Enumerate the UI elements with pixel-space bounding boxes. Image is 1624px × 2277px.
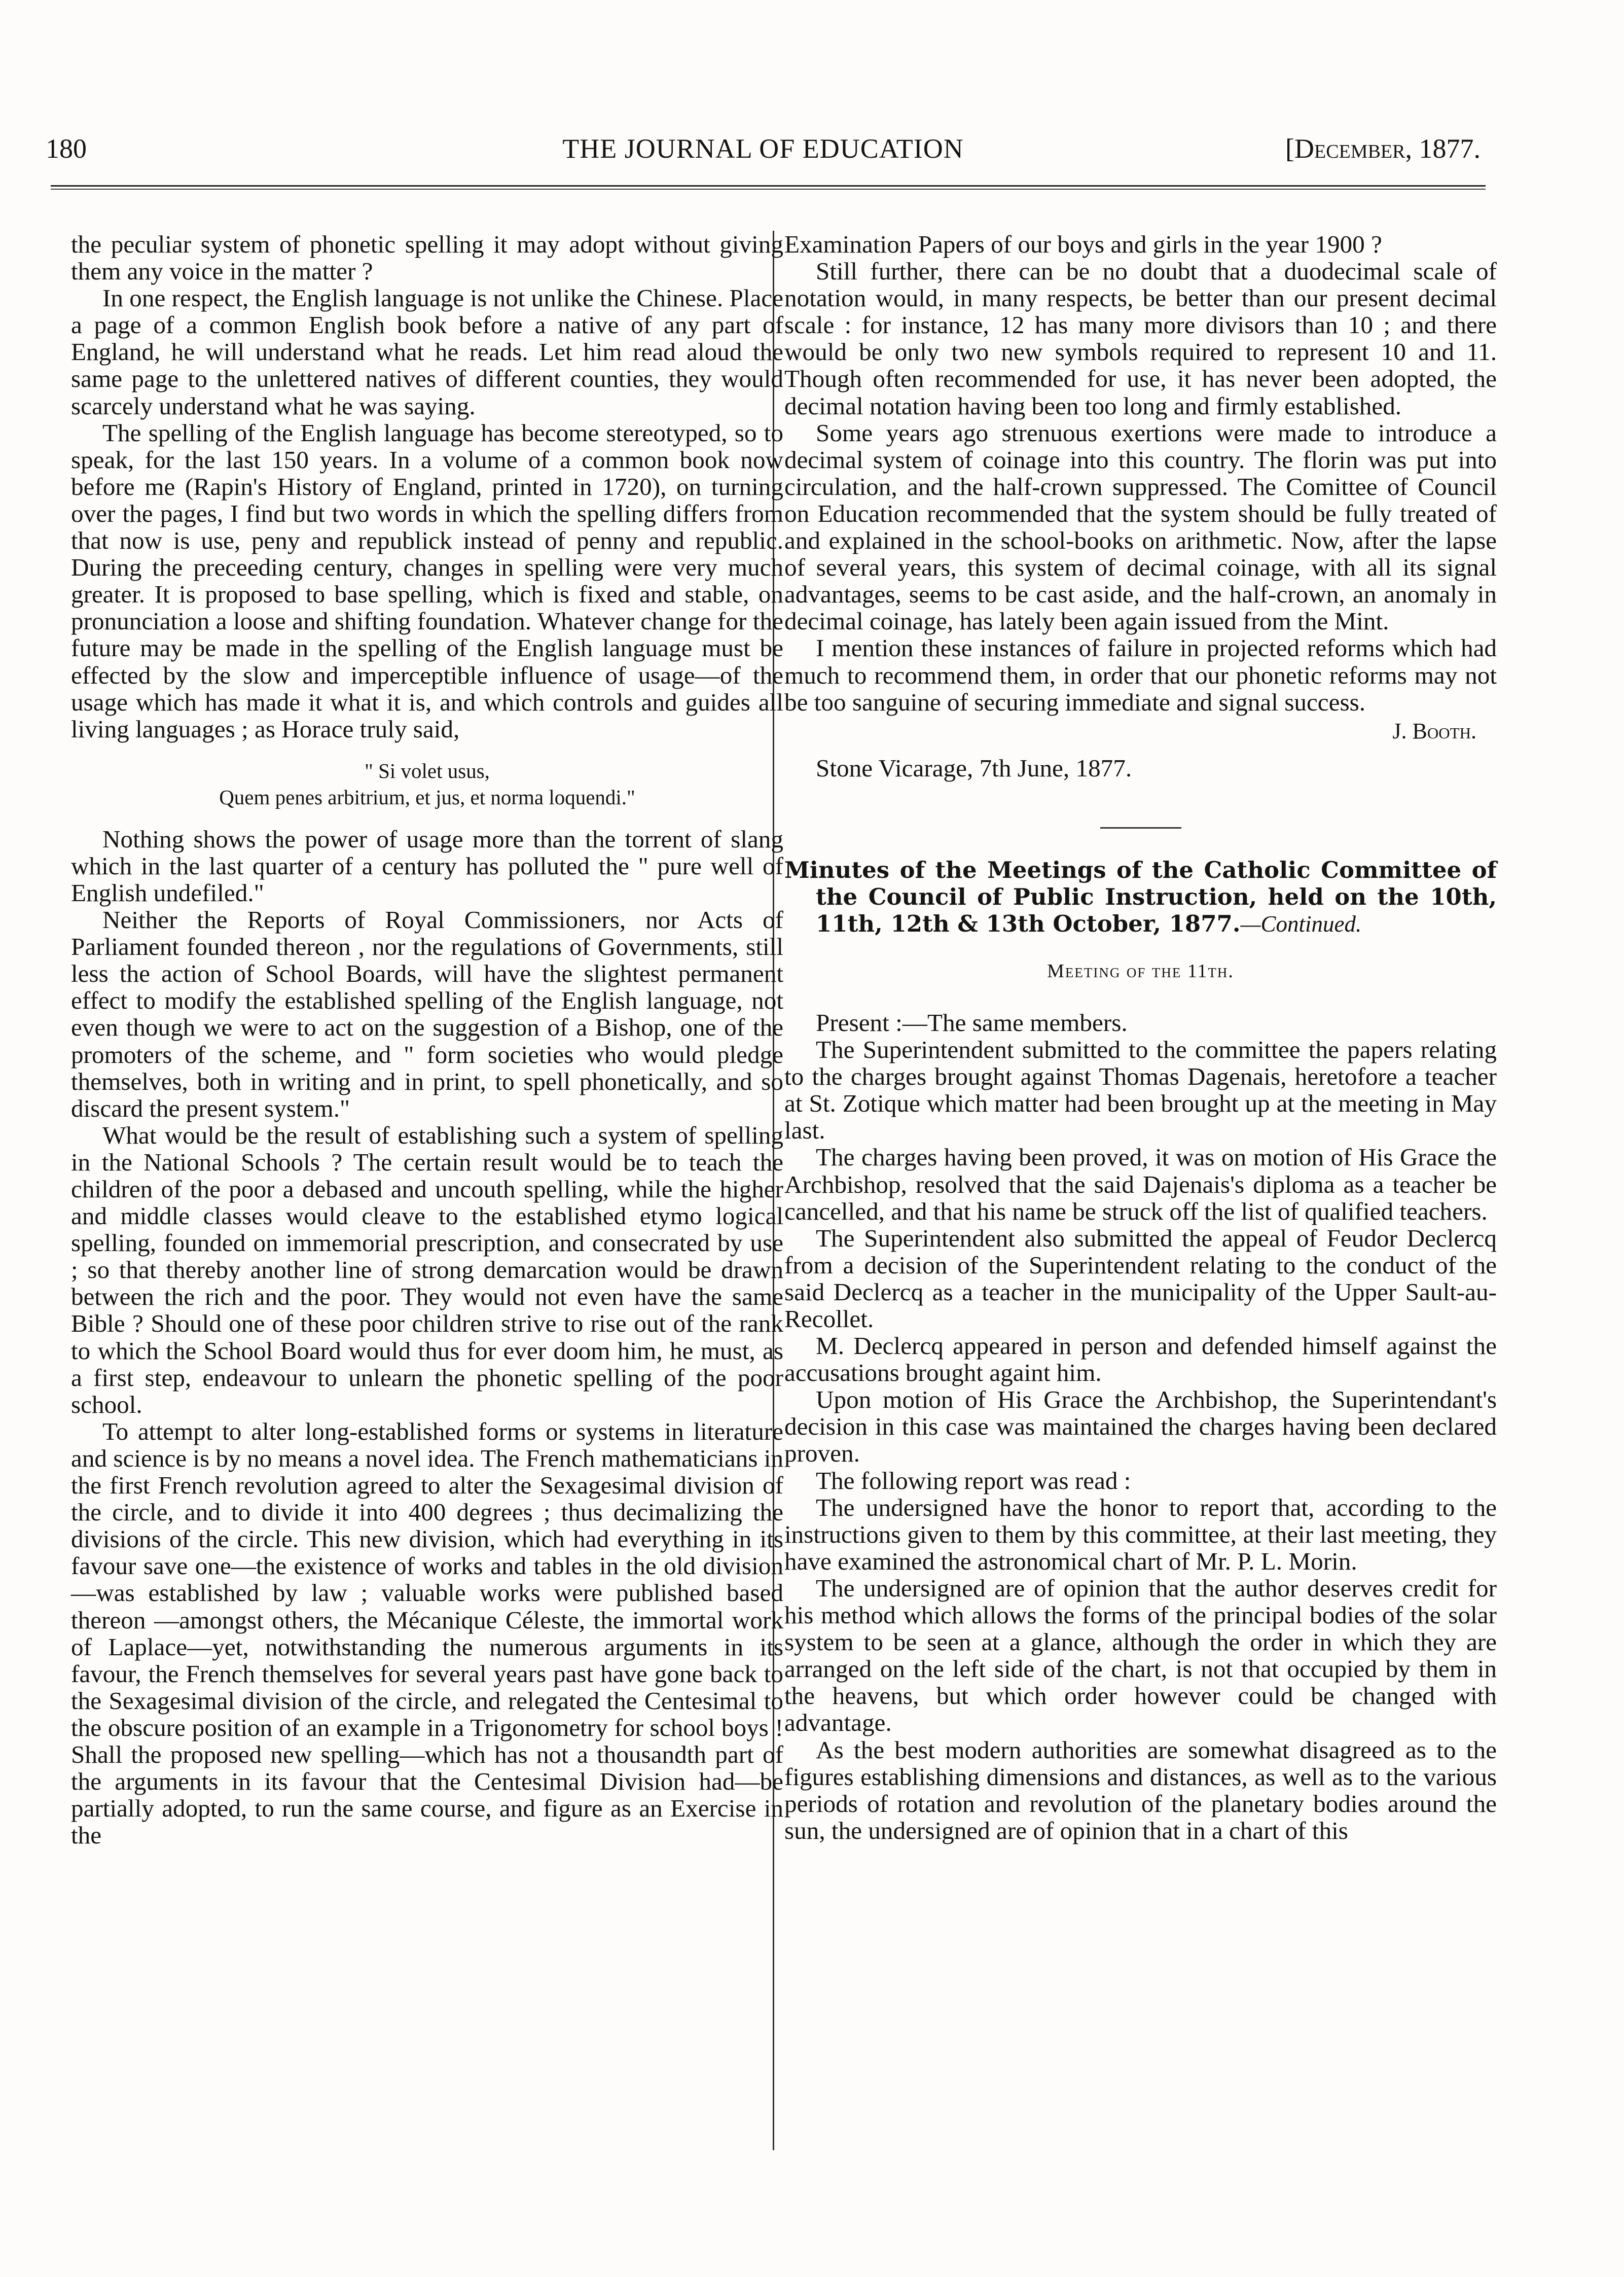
minutes-paragraph: As the best modern authorities are somewhat disagreed as to the figures establishing dimensions and distances, as well as to the various periods of rotation and revolution of the planetary bodies around the sun, the undersigned are of opinion that in a chart of this bbox=[784, 1735, 1497, 1844]
minutes-paragraph: The undersigned are of opinion that the author deserves credit for his method which allows the forms of the principal bodies of the solar system to be seen at a glance, although the order in which they are arranged on the left side of the chart, is not that occupied by them in the heavens, but which order however could be changed with advantage. bbox=[784, 1574, 1497, 1737]
minutes-paragraph: The Superintendent submitted to the committee the papers relating to the charges brought against Thomas Dagenais, heretofore a teacher at St. Zotique which matter had been brought up at the meeting in May last. bbox=[784, 1036, 1497, 1145]
left-column bbox=[71, 231, 783, 1848]
page-header bbox=[46, 133, 1481, 173]
minutes-paragraph: The undersigned have the honor to report that, according to the instructions given to them by this committee, at their last meeting, they have examined the astronomical chart of Mr. P. L. Morin. bbox=[784, 1493, 1497, 1575]
minutes-paragraph: Upon motion of His Grace the Archbishop, the Superintendant's decision in this case was maintained the charges having been declared proven. bbox=[784, 1385, 1497, 1468]
quote-line: Quem penes arbitrium, et jus, et norma loquendi." bbox=[219, 785, 635, 809]
paragraph: In one respect, the English language is not unlike the Chinese. Place a page of a common English book before a native of any part of England, he will understand what he reads. Let him read aloud the same page to the unlettered natives of different counties, they would scarcely understand what he was saying. bbox=[71, 284, 783, 420]
paragraph: Examination Papers of our boys and girls in the year 1900 ? bbox=[784, 230, 1382, 258]
minutes-paragraph: The charges having been proved, it was on motion of His Grace the Archbishop, resolved that the said Dajenais's diploma as a teacher be cancelled, and that his name be struck off the list of qualified teachers. bbox=[784, 1143, 1497, 1225]
paragraph: To attempt to alter long-established forms or systems in literature and science is by no means a novel idea. The French mathematicians in the first French revolution agreed to alter the Sexagesimal division of the circle, and to divide it into 400 degrees ; thus decimalizing the divisions of the circle. This new division, which had everything in its favour save one—the existence of works and tables in the old division—was established by law ; valuable works were published based thereon —amongst others, the Mécanique Céleste, the immortal work of Laplace—yet, notwithstanding the numerous arguments in its favour, the French themselves for several years past have gone back to the Sexagesimal division of the circle, and relegated the Centesimal to the obscure position of an example in a Trigonometry for school boys ! Shall the proposed new spelling—which has not a thousandth part of the arguments in its favour that the Centesimal Division had—be partially adopted, to run the same course, and figure as an Exercise in the bbox=[71, 1417, 783, 1849]
paragraph: Some years ago strenuous exertions were made to introduce a decimal system of coinage into this country. The florin was put into circulation, and the half-crown suppressed. The Comittee of Council on Education recommended that the system should be fully treated of and explained in the school-books on arithmetic. Now, after the lapse of several years, this system of decimal coinage, with all its signal advantages, seems to be cast aside, and the half-crown, an anomaly in decimal coinage, has lately been again issued from the Mint. bbox=[784, 418, 1497, 635]
present-line: Present :—The same members. bbox=[816, 1008, 1128, 1037]
horace-quotation bbox=[71, 758, 783, 810]
header-rule-secondary bbox=[51, 189, 1486, 190]
paragraph: Nothing shows the power of usage more than the torrent of slang which in the last quarter of a century has polluted the " pure well of English undefiled." bbox=[71, 825, 783, 907]
journal-title: THE JOURNAL OF EDUCATION bbox=[562, 133, 964, 164]
minutes-heading-text: Minutes of the Meetings of the Catholic Committee of the Council of Public Instruction, held on the 10th, 11th, 12th & 13th October, 1877. bbox=[784, 856, 1497, 937]
issue-date: [December, 1877. bbox=[1285, 133, 1481, 164]
paragraph: I mention these instances of failure in projected reforms which had much to recommend them, in order that our phonetic reforms may not be too sanguine of securing immediate and signal success. bbox=[784, 634, 1497, 716]
continued-label: —Continued. bbox=[1240, 911, 1362, 937]
quote-line: " Si volet usus, bbox=[365, 759, 490, 782]
minutes-paragraph: The following report was read : bbox=[816, 1466, 1131, 1495]
header-rule bbox=[51, 185, 1486, 187]
paragraph: the peculiar system of phonetic spelling it may adopt without giving them any voice in the matter ? bbox=[71, 230, 783, 286]
place-date: Stone Vicarage, 7th June, 1877. bbox=[816, 754, 1132, 782]
minutes-paragraph: The Superintendent also submitted the appeal of Feudor Declercq from a decision of the Superintendent relating to the conduct of the said Declercq as a teacher in the municipality of the Upper Sault-au-Recollet. bbox=[784, 1224, 1497, 1333]
paragraph: Neither the Reports of Royal Commissioners, nor Acts of Parliament founded thereon , nor the regulations of Governments, still less the action of School Boards, will have the slightest permanent effect to modify the established spelling of the English language, not even though we were to act on the suggestion of a Bishop, one of the promoters of the scheme, and " form societies who would pledge themselves, both in writing and in print, to spell phonetically, and so discard the present system." bbox=[71, 906, 783, 1122]
paragraph: Still further, there can be no doubt that a duodecimal scale of notation would, in many respects, be better than our present decimal scale : for instance, 12 has many more divisors than 10 ; and there would be only two new symbols required to represent 10 and 11. Though often recommended for use, it has never been adopted, the decimal notation having been too long and firmly established. bbox=[784, 257, 1497, 420]
author-signature: J. Booth. bbox=[1392, 718, 1476, 743]
paragraph: What would be the result of establishing such a system of spelling in the National Schools ? The certain result would be to teach the children of the poor a debased and uncouth spelling, while the higher and middle classes would cleave to the established etymo logical spelling, founded on immemorial prescription, and consecrated by use ; so that thereby another line of strong demarcation would be drawn between the rich and the poor. They would not even have the same Bible ? Should one of these poor children strive to rise out of the rank to which the School Board would thus for ever doom him, he must, as a first step, endeavour to unlearn the phonetic spelling of the poor school. bbox=[71, 1121, 783, 1418]
paragraph: The spelling of the English language has become stereotyped, so to speak, for the last 150 years. In a volume of a common book now before me (Rapin's History of England, printed in 1720), on turning over the pages, I find but two words in which the spelling differs from that now is use, peny and republick instead of penny and republic. During the preceeding century, changes in spelling were very much greater. It is proposed to base spelling, which is fixed and stable, on pronunciation a loose and shifting foundation. Whatever change for the future may be made in the spelling of the English language must be effected by the slow and imperceptible influence of usage—of the usage which has made it what it is, and which controls and guides all living languages ; as Horace truly said, bbox=[71, 418, 783, 743]
minutes-heading bbox=[784, 857, 1497, 938]
page-number: 180 bbox=[46, 133, 87, 164]
right-column bbox=[784, 231, 1497, 1844]
section-separator bbox=[1100, 827, 1181, 829]
minutes-paragraph: M. Declercq appeared in person and defended himself against the accusations brought againt him. bbox=[784, 1332, 1497, 1387]
meeting-subheading: Meeting of the 11th. bbox=[1047, 960, 1234, 982]
